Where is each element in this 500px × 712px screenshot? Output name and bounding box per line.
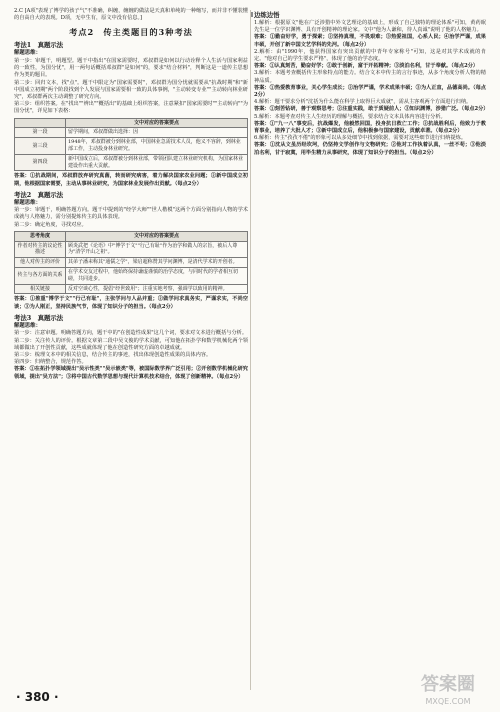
table-cell-value: 新中国成立后，邓叔群被分到林业部，带领团队建立林业研究机构，为国家林业建设作出重大贡献。 bbox=[66, 154, 248, 171]
right-section-title: 边练边悟 bbox=[254, 11, 486, 20]
exercise-item: 6.解析：传主"孜孜不倦"的形象可以从多处细节中找到依据，需要对这些细节进行归纳提炼。 bbox=[254, 135, 467, 142]
exercise-item: 3.解析：本题考查概括传主形象特点的能力。结合文本中传主的言行事迹，从多个角度分析人物的精神品质。 bbox=[254, 70, 486, 84]
table-row bbox=[15, 241, 248, 258]
kaoxiang3-label: 解题思维： bbox=[14, 322, 41, 329]
table-cell-key: 他人对传主的评价 bbox=[15, 258, 66, 268]
table-header-left: 思考角度 bbox=[15, 231, 66, 241]
table-row bbox=[15, 154, 248, 171]
exercise-item: 2.解析：由"1990年，他获得国家有突出贡献的中青年专家称号"可知，这是对其学术成就的肯定。"他对自己的学生要求严格"，体现了他的治学态度。 bbox=[254, 48, 486, 63]
table-header-right: 文中对应的答案要点 bbox=[66, 231, 248, 241]
kaoxiang3-title: 考法3 真题示法 bbox=[14, 313, 64, 322]
kaoxiang1-label: 解题思维： bbox=[14, 50, 41, 57]
kaoxiang1-title: 考法1 真题示法 bbox=[14, 41, 64, 50]
exercise-answer: 答案：①刻苦钻研，善于观察思考；②注重实践，敢于质疑前人；③知识渊博，涉猎广泛。（每点2分） bbox=[254, 106, 489, 113]
table-cell-key: 第四段 bbox=[15, 154, 66, 171]
table-kaoxiang2 bbox=[14, 231, 248, 295]
exercise-item: 1.解析：根据原文"他在广泛涉猎中外文艺理论的基础上，形成了自己独特的理论体系"可知，黄药眠先生是一位学识渊博、具有开创精神的理论家。文中"他为人谦和，待人真诚"说明了他的人格魅力。 bbox=[254, 20, 486, 34]
kaoxiang3-step3: 第三步：梳理文本中的相关信息，结合传主的事迹，找出体现创造性成果的具体内容。 bbox=[14, 351, 212, 358]
answer-kaoxiang2: 答案：①推重"博学于文""行己有耻"，主张学问与人品并重；②做学问求真务实，严谨求实，不尚空谈；③为人刚正，坚持民族气节，体现了知识分子的担当。（每点2分） bbox=[14, 296, 248, 310]
column-divider bbox=[250, 10, 251, 690]
table-kaoxiang1 bbox=[14, 118, 248, 172]
table-row bbox=[15, 258, 248, 268]
table-header-right: 文中对应的答案要点 bbox=[66, 118, 248, 128]
table-header-row bbox=[15, 118, 248, 128]
table-cell-value: 顾炎武把《论语》中"博学于文""行己有耻"作为治学和做人的宗旨，被后人尊为"清学开山之祖"。 bbox=[66, 241, 248, 258]
exercise-answer: 答案：①认真刻苦，勤奋好学；②敢于创新，富于开拓精神；③淡泊名利，甘于奉献。（每点2分） bbox=[254, 63, 479, 70]
table-cell-key: 作者对传主的议论性描述 bbox=[15, 241, 66, 258]
table-header-left bbox=[15, 118, 66, 128]
table-cell-key: 传主与各方面的关系 bbox=[15, 268, 66, 285]
section-title: 考点2 传主类题目的3种考法 bbox=[69, 27, 193, 38]
watermark-url: MXQE.COM bbox=[425, 697, 471, 706]
table-cell-value: 1948年，邓叔群被分到林业部，中国林业急需技术人员，他义不容辞，到林业部工作，主动投身林业研究。 bbox=[66, 138, 248, 155]
table-cell-value: 其弟子潘耒称其"通儒之学"，梁启超称赞其学问渊博，是清代学术的开创者。 bbox=[66, 258, 248, 268]
answer-kaoxiang3: 答案：①在拓扑学领域提出"吴示性类""吴示嵌类"等，被国际数学界广泛引用；②开创数学机械化研究领域，提出"吴方法"；③将中国古代数学思想与现代计算机技术结合，体现了创新精神。（每点2分） bbox=[14, 366, 248, 380]
table-cell-key: 第三段 bbox=[15, 138, 66, 155]
kaoxiang1-step1: 第一步：审题干，明题型。题干中指出"在国家需要时，邓叔群是如何以行动诠释个人生活与国家利益的一致性，为国分忧"，用一两句话概括邓叔群"是如何"的，要求"结合材料"，判断这是一道传主思想作为类的题目。 bbox=[14, 57, 248, 79]
kaoxiang2-title: 考法2 真题示法 bbox=[14, 190, 64, 199]
table-cell-value: 留学期间，邓叔群做出选择：因 bbox=[66, 128, 248, 138]
exercise-answer: 答案：①勤奋好学，勇于探索；②坚持真理，不畏艰难；③热爱祖国，心系人民；④治学严谨，成果丰硕，开创了新中国文艺学科的先河。（每点2分） bbox=[254, 34, 486, 48]
kaoxiang3-step2: 第二步：关注传人的评价。根据文章第二段中吴文俊的学术贡献，可知他在拓扑学和数学机械化两个领域都做出了开创性贡献，这些成就体现了他在创造性研究方面的卓越成就。 bbox=[14, 337, 248, 351]
kaoxiang2-step1: 第一步：审题干，明确答题方向。题干中提到的"经学大师""世人楷模"这两个方面分别指向人物的学术成就与人格魅力，需分别提炼传主的具体表现。 bbox=[14, 207, 248, 221]
table-cell-key: 第一段 bbox=[15, 128, 66, 138]
page-number: · 380 · bbox=[16, 690, 59, 704]
kaoxiang1-step2: 第二步：回归文本，找"点"。题干中限定为"国家需要时"，邓叔群为国分忧就需要从"抗战时期"和"新中国成立初期"两个阶段找到个人发展与国家需要相一致的具体事例，"主动转变专业""主动转向林业研究"，邓叔群两次主动调整了研究方向。 bbox=[14, 79, 248, 100]
exercise-answer: 答案：①沈从文虽历经坎坷，仍坚持文学创作与文物研究；②他对工作执着认真，一丝不苟；③他淡泊名利，甘于寂寞，用毕生精力从事研究，体现了知识分子的担当。（每点2分） bbox=[254, 142, 486, 156]
table-row bbox=[15, 128, 248, 138]
table-row bbox=[15, 268, 248, 285]
intro-paragraph: 2.C [A项"表现了博学的孩子气"不准确，纠缠，缠缠的做法是天真和单纯的一种缩写，而并非不懂装懂的自高自大的表现。D项，无中生有，原文中没有信息。] bbox=[14, 8, 248, 22]
kaoxiang2-step2: 第二步：确定角度，寻找对应。 bbox=[14, 221, 87, 228]
table-cell-key: 相关链接 bbox=[15, 284, 66, 294]
kaoxiang1-step3: 第三步：组织答案。在"找出""辨出""概括出"的基础上组织答案，注意紧扣"国家需要时""主动转向""为国分忧"，详见如下表格： bbox=[14, 101, 248, 115]
exercise-item: 4.解析：题干要求分析"沈括为什么能在科学上取得巨大成就"，需从主客观两个方面进行归纳。 bbox=[254, 99, 472, 106]
table-cell-value: 在学术交友过程中，他始终保持谦虚谨慎的治学态度，与同时代的学者相互切磋，共同进步。 bbox=[66, 268, 248, 285]
exercise-item: 5.解析：本题考查对传主人生经历的理解与概括，要求结合文本具体内容进行分析。 bbox=[254, 113, 446, 120]
right-column bbox=[254, 8, 489, 157]
table-header-row bbox=[15, 231, 248, 241]
kaoxiang3-step1: 第一步：注意审题。明确答题方向，题干中的"在创造性成果"这几个词，要求对文本进行概括与分析。 bbox=[14, 330, 248, 337]
exercise-answer: 答案：①"九一八"事变后，抗战爆发，他毅然回国，投身抗日救亡工作；②抗战胜利后，他致力于教育事业，培养了大批人才；③新中国成立后，他积极参与国家建设，贡献卓著。（每点2分） bbox=[254, 120, 486, 135]
table-row bbox=[15, 138, 248, 155]
table-cell-value: 反对空谈心性，提倡"经世致用"；注重实地考察，强调学以致用的精神。 bbox=[66, 284, 248, 294]
exercise-answer: 答案：①热爱教育事业，关心学生成长；②治学严谨，学术成果丰硕；③为人正直，品德高尚。（每点2分） bbox=[254, 84, 486, 99]
kaoxiang3-step4: 第四步：归纳整合，规范作答。 bbox=[14, 359, 87, 366]
kaoxiang2-label: 解题思维： bbox=[14, 199, 41, 206]
watermark-brand: 答案圈 bbox=[421, 674, 475, 695]
answer-kaoxiang1: 答案：①抗战期间，邓叔群放弃研究真菌，转而研究病害，着力解决国家农业问题；②新中国成立初期，他根据国家需要，主动从事林业研究，为国家林业发展作出贡献。（每点2分） bbox=[14, 173, 248, 187]
table-row bbox=[15, 284, 248, 294]
watermark-logo-icon bbox=[400, 670, 496, 710]
left-column bbox=[14, 8, 248, 381]
